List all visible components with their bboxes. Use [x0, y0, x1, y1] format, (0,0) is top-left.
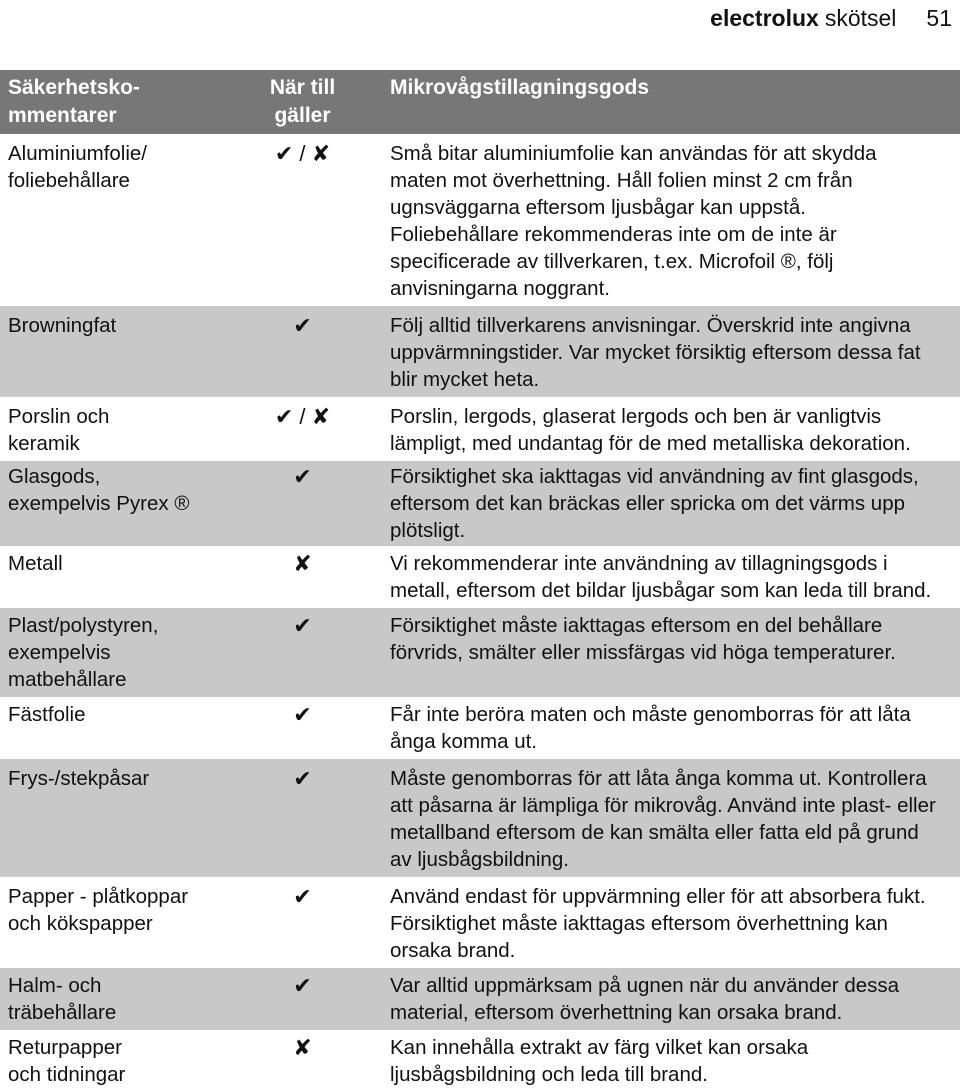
table-row [0, 608, 960, 697]
table-row [0, 397, 960, 461]
table-row [0, 134, 960, 306]
cookware-description: Kan innehålla extrakt av färg vilket kan orsaka ljusbågsbildning och leda till brand. [390, 1036, 809, 1086]
brand-name: electrolux [710, 4, 819, 31]
cookware-description: Försiktighet måste iakttagas eftersom en del behållare förvrids, smälter eller missfärgas vid höga temperaturer. [390, 614, 896, 664]
table-body [0, 134, 960, 1092]
suitability-mark: ✔ [293, 702, 312, 727]
suitability-mark: ✔ [293, 613, 312, 638]
cookware-description: Följ alltid tillverkarens anvisningar. Överskrid inte angivna uppvärmningstider. Var mycket försiktig eftersom dessa fat blir mycket heta. [390, 314, 921, 391]
header-safety-notes: Säkerhetsko- mmentarer [8, 76, 140, 127]
table-row [0, 461, 960, 546]
suitability-mark: ✔ / ✘ [274, 404, 331, 429]
table-row [0, 1030, 960, 1092]
cookware-item: Porslin och keramik [8, 405, 110, 455]
cookware-description: Var alltid uppmärksam på ugnen när du använder dessa material, eftersom överhettning kan orsaka brand. [390, 974, 900, 1024]
cookware-item: Halm- och träbehållare [8, 974, 117, 1024]
header-applies-when: När till gäller [269, 76, 336, 127]
suitability-mark: ✔ [293, 313, 312, 338]
table-row [0, 968, 960, 1030]
cookware-item: Metall [8, 552, 63, 575]
cookware-item: Plast/polystyren, exempelvis matbehållare [8, 614, 159, 691]
suitability-mark: ✔ [293, 973, 312, 998]
cookware-description: Försiktighet ska iakttagas vid användning av fint glasgods, eftersom det kan bräckas eller spricka om det värms upp plötsligt. [390, 465, 919, 542]
cookware-description: Använd endast för uppvärmning eller för att absorbera fukt. Försiktighet måste iakttagas eftersom överhettning kan orsaka brand. [390, 885, 926, 962]
cookware-description: Små bitar aluminiumfolie kan användas för att skydda maten mot överhettning. Håll folien minst 2 cm från ugnsväggarna eftersom ljusbågar kan uppstå. Foliebehållare rekommenderas inte om de inte är specificerade av tillverkaren, t.ex. Microfoil ®, följ anvisningarna noggrant. [390, 142, 877, 300]
suitability-mark: ✔ [293, 884, 312, 909]
suitability-mark: ✔ / ✘ [274, 141, 331, 166]
cookware-description: Måste genomborras för att låta ånga komma ut. Kontrollera att påsarna är lämpliga för mikrovåg. Använd inte plast- eller metallband eftersom de kan smälta eller fatta eld på grund av ljusbågsbildning. [390, 767, 936, 871]
table-row [0, 546, 960, 608]
cookware-description: Får inte beröra maten och måste genomborras för att låta ånga komma ut. [390, 703, 911, 753]
suitability-mark: ✔ [293, 766, 312, 791]
suitability-mark: ✘ [293, 1035, 312, 1060]
table-row [0, 877, 960, 968]
header-microwave-cookware: Mikrovågstillagningsgods [390, 76, 650, 99]
cookware-item: Returpapper och tidningar [8, 1036, 126, 1086]
suitability-mark: ✘ [293, 551, 312, 576]
table-row [0, 306, 960, 397]
suitability-mark: ✔ [293, 464, 312, 489]
cookware-item: Browningfat [8, 314, 117, 337]
cookware-item: Fästfolie [8, 703, 86, 726]
table-row [0, 759, 960, 877]
table-row [0, 697, 960, 759]
cookware-description: Vi rekommenderar inte användning av tillagningsgods i metall, eftersom det bildar ljusbågar som kan leda till brand. [390, 552, 932, 602]
cookware-item: Glasgods, exempelvis Pyrex ® [8, 465, 190, 515]
cookware-item: Frys-/stekpåsar [8, 767, 150, 790]
page-header [710, 0, 952, 36]
cookware-table [0, 70, 960, 1092]
table-header-row [0, 70, 960, 134]
page-number: 51 [926, 4, 952, 31]
cookware-description: Porslin, lergods, glaserat lergods och ben är vanligtvis lämpligt, med undantag för de med metalliska dekoration. [390, 405, 911, 455]
cookware-item: Papper - plåtkoppar och kökspapper [8, 885, 189, 935]
cookware-item: Aluminiumfolie/ foliebehållare [8, 142, 147, 192]
section-title: skötsel [824, 4, 897, 31]
